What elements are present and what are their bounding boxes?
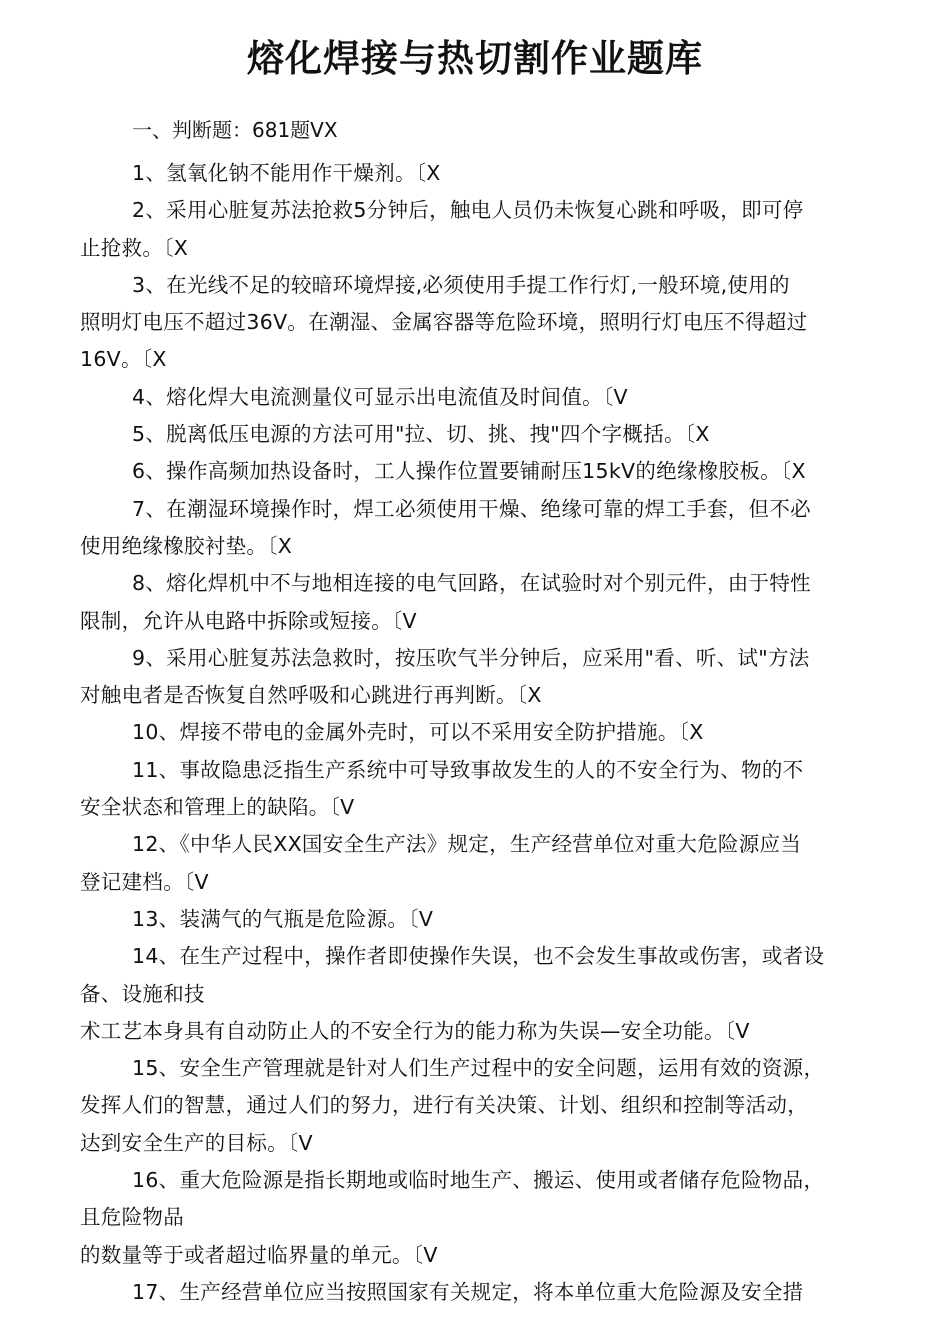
question-line: 10、焊接不带电的金属外壳时，可以不采用安全防护措施。〔X: [132, 720, 704, 745]
question-line: 12、《中华人民XX国安全生产法》规定，生产经营单位对重大危险源应当: [132, 832, 802, 857]
question-line: 2、采用心脏复苏法抢救5分钟后，触电人员仍未恢复心跳和呼吸，即可停: [132, 198, 804, 223]
question-line: 限制，允许从电路中拆除或短接。〔V: [80, 608, 417, 633]
question-list: [80, 155, 880, 1311]
question-line: 16、重大危险源是指长期地或临时地生产、搬运、使用或者储存危险物品，: [132, 1168, 825, 1193]
question-line: 登记建档。〔V: [80, 869, 209, 894]
question-line: 13、装满气的气瓶是危险源。〔V: [132, 906, 434, 931]
question-line: 安全状态和管理上的缺陷。〔V: [80, 795, 355, 820]
question-line: 1、氢氧化钠不能用作干燥剂。〔X: [132, 161, 441, 185]
question-line: 6、操作高频加热设备时，工人操作位置要铺耐压15kV的绝缘橡胶板。〔X: [132, 459, 806, 484]
question-line: 照明灯电压不超过36V。在潮湿、金属容器等危险环境，照明行灯电压不得超过: [80, 310, 808, 335]
question-line: 使用绝缘橡胶衬垫。〔X: [80, 533, 293, 558]
question-line: 备、设施和技: [80, 981, 205, 1006]
question-line: 17、生产经营单位应当按照国家有关规定，将本单位重大危险源及安全措: [132, 1279, 804, 1304]
question-line: 3、在光线不足的较暗环境焊接,必须使用手提工作行灯,一般环境,使用的: [132, 272, 790, 297]
question-line: 术工艺本身具有自动防止人的不安全行为的能力称为失误—安全功能。〔V: [80, 1018, 750, 1043]
question-line: 8、熔化焊机中不与地相连接的电气回路，在试验时对个别元件，由于特性: [132, 571, 811, 596]
question-line: 16V。〔X: [80, 347, 167, 372]
question-line: 11、事故隐患泛指生产系统中可导致事故发生的人的不安全行为、物的不: [132, 757, 804, 782]
question-line: 的数量等于或者超过临界量的单元。〔V: [80, 1242, 438, 1267]
question-line: 止抢救。〔X: [80, 235, 189, 260]
question-line: 对触电者是否恢复自然呼吸和心跳进行再判断。〔X: [80, 683, 542, 708]
question-line: 15、安全生产管理就是针对人们生产过程中的安全问题，运用有效的资源，: [132, 1056, 825, 1081]
question-line: 且危险物品: [80, 1205, 184, 1230]
page-title: 熔化焊接与热切割作业题库: [247, 37, 703, 80]
question-line: 发挥人们的智慧，通过人们的努力，进行有关决策、计划、组织和控制等活动，: [80, 1093, 808, 1118]
question-line: 9、采用心脏复苏法急救时，按压吹气半分钟后，应采用"看、听、试"方法: [132, 645, 810, 670]
question-line: 5、脱离低压电源的方法可用"拉、切、挑、拽"四个字概括。〔X: [132, 422, 710, 447]
section-heading: 一、判断题：681题VX: [132, 118, 338, 142]
question-line: 4、熔化焊大电流测量仪可显示出电流值及时间值。〔V: [132, 384, 628, 409]
question-line: 7、在潮湿环境操作时，焊工必须使用干燥、绝缘可靠的焊工手套，但不必: [132, 496, 811, 521]
question-line: 达到安全生产的目标。〔V: [80, 1130, 313, 1155]
question-line: 14、在生产过程中，操作者即使操作失误，也不会发生事故或伤害，或者设: [132, 944, 825, 969]
